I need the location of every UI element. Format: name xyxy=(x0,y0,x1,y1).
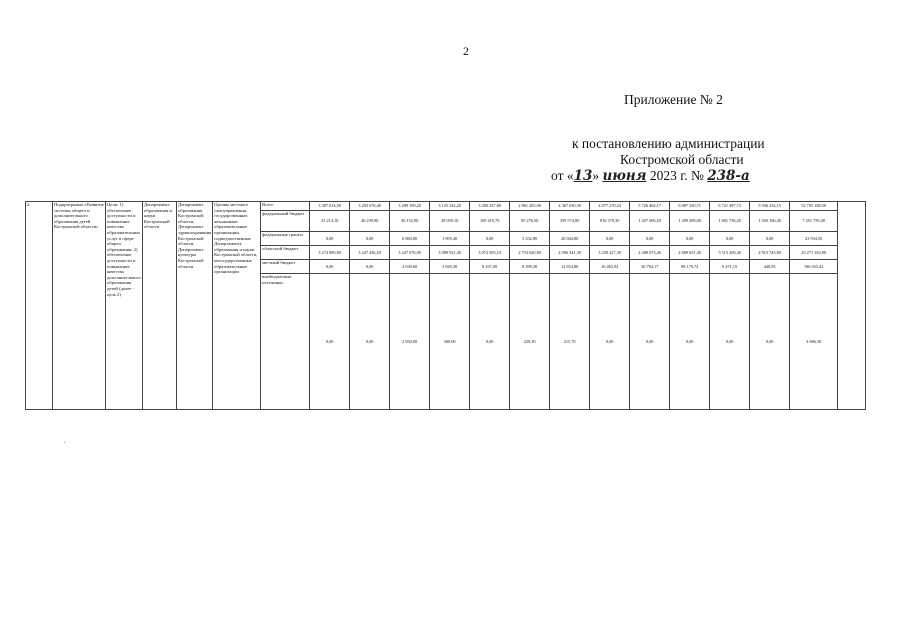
value-cell: 3 269 337,80 xyxy=(470,202,510,211)
value-cell: 2 753 620,80 xyxy=(510,246,550,260)
decree-date-line xyxy=(551,168,750,184)
value-cell: 3 274 800,80 xyxy=(310,246,350,260)
total-cell: 45 271 163,80 xyxy=(790,246,838,260)
value-cell: 2 950,00 xyxy=(390,274,430,410)
value-cell: 3 332,80 xyxy=(510,232,550,246)
decree-prefix: от « xyxy=(551,168,574,183)
value-cell: 0,00 xyxy=(750,274,790,410)
value-cell: 6 860,80 xyxy=(390,232,430,246)
value-cell: 300,00 xyxy=(430,274,470,410)
value-cell: 0,00 xyxy=(470,274,510,410)
value-cell: 3 247 076,90 xyxy=(390,246,430,260)
value-cell: 33 214,10 xyxy=(310,211,350,232)
value-cell: 3 089 921,40 xyxy=(430,246,470,260)
value-cell: 4 915 743,80 xyxy=(750,246,790,260)
goals-cell: Цели: 1) обеспечение доступности и повышение качества образовательных услуг в сфере общего образования; 2) обеспечение доступности и повышение качества дополнительного образования детей (далее - цель 2) xyxy=(106,202,143,410)
source-label: внебюджетные источники xyxy=(261,274,310,410)
total-cell: 7 251 759,40 xyxy=(790,211,838,232)
value-cell: 0,00 xyxy=(670,232,710,246)
value-cell: 6 087 330,71 xyxy=(670,202,710,211)
value-cell: 3 125 542,20 xyxy=(430,202,470,211)
value-cell: 4 367 030,30 xyxy=(550,202,590,211)
subprogram-name-cell: Подпрограмма «Развитие системы общего и дополнительного образования детей Костромской области» xyxy=(53,202,106,410)
value-cell: 8 437,00 xyxy=(470,260,510,274)
responsible-executor-cell: Департамент образования и науки Костромской области xyxy=(143,202,177,410)
value-cell: 1 020 166,40 xyxy=(750,211,790,232)
value-cell: 448,95 xyxy=(750,260,790,274)
decree-quote-close: » xyxy=(592,168,600,183)
value-cell: 95 276,50 xyxy=(510,211,550,232)
value-cell: 215,70 xyxy=(550,274,590,410)
source-label: федеральный бюджет xyxy=(261,211,310,232)
value-cell: 36 152,90 xyxy=(390,211,430,232)
value-cell: 4 689 651,40 xyxy=(670,246,710,260)
value-cell: 12 654,80 xyxy=(550,260,590,274)
value-cell: 0,00 xyxy=(710,232,750,246)
scan-speck xyxy=(64,442,65,443)
page-number: 2 xyxy=(463,44,469,58)
value-cell: 8 399,30 xyxy=(510,260,550,274)
value-cell: 0,00 xyxy=(630,232,670,246)
value-cell: 3 293 676,40 xyxy=(350,202,390,211)
value-cell: 0,00 xyxy=(310,232,350,246)
participants-cell: Органы местного самоуправления, государственные, автономные образовательные организации, подведомственные Департаменту образования и науки Костромской области, негосударственные образовательные организации xyxy=(213,202,261,410)
source-label: Всего xyxy=(261,202,310,211)
value-cell: 0,00 xyxy=(590,274,630,410)
value-cell: 1 895,40 xyxy=(430,232,470,246)
source-label: местный бюджет xyxy=(261,260,310,274)
value-cell: 220,30 xyxy=(510,274,550,410)
value-cell: 4 288 073,46 xyxy=(630,246,670,260)
decree-line-1: к постановлению администрации xyxy=(572,136,765,151)
value-cell: 4 077 270,24 xyxy=(590,202,630,211)
value-cell: 3 299 109,20 xyxy=(390,202,430,211)
value-cell: 0,00 xyxy=(670,274,710,410)
value-cell: 0,00 xyxy=(310,274,350,410)
value-cell: 4 906 341,30 xyxy=(550,246,590,260)
value-cell: 5 936 254,15 xyxy=(750,202,790,211)
value-cell: 0,00 xyxy=(350,274,390,410)
coexecutors-cell: Департамент образования Костромской области, Департамент здравоохранения Костромской области, Департамент культуры Костромской области xyxy=(177,202,213,410)
value-cell: 3 250 227,30 xyxy=(590,246,630,260)
row-number-cell: 2. xyxy=(26,202,53,410)
value-cell: 1 437 606,50 xyxy=(630,211,670,232)
value-cell: 0,00 xyxy=(710,274,750,410)
total-cell: 196 035,42 xyxy=(790,260,838,274)
value-cell: 109 419,70 xyxy=(470,211,510,232)
value-cell: 3 387 014,50 xyxy=(310,202,350,211)
total-cell: 23 934,50 xyxy=(790,232,838,246)
decree-year: 2023 г. № xyxy=(649,168,704,183)
value-cell: 0,00 xyxy=(310,260,350,274)
value-cell: 3 072 503,10 xyxy=(470,246,510,260)
value-cell: 0,00 xyxy=(750,232,790,246)
value-cell: 0,00 xyxy=(590,232,630,246)
value-cell: 810 378,30 xyxy=(590,211,630,232)
funding-table xyxy=(25,201,866,410)
value-cell: 0,00 xyxy=(470,232,510,246)
value-cell: 20 044,80 xyxy=(550,232,590,246)
value-cell: 6 721 497,73 xyxy=(710,202,750,211)
total-cell: 3 686,30 xyxy=(790,274,838,410)
value-cell: 0,00 xyxy=(350,232,390,246)
decree-number-handwritten: 238-а xyxy=(707,168,750,184)
value-cell: 5 113 200,40 xyxy=(710,246,750,260)
value-cell: 1 601 736,20 xyxy=(710,211,750,232)
value-cell: 359 574,00 xyxy=(550,211,590,232)
decree-line-2: Костромской области xyxy=(620,152,744,167)
value-cell: 30 784,17 xyxy=(630,260,670,274)
decree-month-handwritten: июня xyxy=(602,168,647,184)
total-cell: 52 705 188,50 xyxy=(790,202,838,211)
empty-cell xyxy=(838,202,866,410)
value-cell: 0,00 xyxy=(350,260,390,274)
value-cell: 9 471,15 xyxy=(710,260,750,274)
value-cell: 16 463,94 xyxy=(590,260,630,274)
value-cell: 98 170,74 xyxy=(670,260,710,274)
appendix-title: Приложение № 2 xyxy=(624,92,723,107)
value-cell: 0,00 xyxy=(630,274,670,410)
value-cell: 5 726 464,17 xyxy=(630,202,670,211)
source-label: федеральные гранты xyxy=(261,232,310,246)
value-cell: 2 861 205,90 xyxy=(510,202,550,211)
value-cell: 28 050,10 xyxy=(430,211,470,232)
source-label: областной бюджет xyxy=(261,246,310,260)
decree-day-handwritten: 13 xyxy=(573,168,593,184)
value-cell: 1 299 208,00 xyxy=(670,211,710,232)
value-cell: 3 247 436,50 xyxy=(350,246,390,260)
value-cell: 4 039,60 xyxy=(390,260,430,274)
value-cell: 46 239,90 xyxy=(350,211,390,232)
value-cell: 3 949,30 xyxy=(430,260,470,274)
